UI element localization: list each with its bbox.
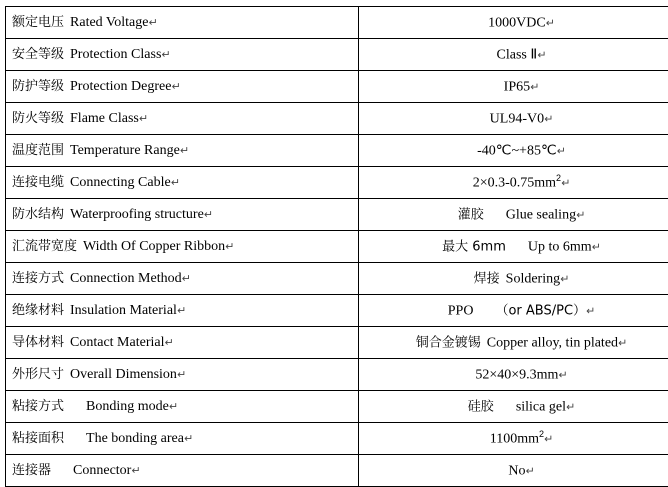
table-row [6,7,668,39]
label-english: The bonding area [86,431,184,446]
label-chinese: 防水结构 [12,207,64,222]
row-value-cell [359,71,668,103]
pilcrow-mark: ↵ [177,304,186,317]
pilcrow-mark: ↵ [544,113,553,126]
row-label-cell [6,455,359,487]
table-row [6,263,668,295]
table-row [6,359,668,391]
label-english: Rated Voltage [70,15,148,30]
pilcrow-mark: ↵ [558,369,567,382]
value-chinese: 硅胶 [468,400,494,415]
row-label-cell [6,423,359,455]
row-label-cell [6,103,359,135]
pilcrow-mark: ↵ [161,48,170,61]
table-body [6,7,668,487]
row-value-cell [359,327,668,359]
value-chinese: 灌胶 [458,208,484,223]
value-english: Soldering [506,272,560,287]
label-chinese: 外形尺寸 [12,367,64,382]
label-english: Insulation Material [70,303,177,318]
pilcrow-mark: ↵ [171,176,180,189]
value-chinese: 焊接 [474,272,500,287]
pilcrow-mark: ↵ [525,465,534,478]
label-english: Width Of Copper Ribbon [83,239,225,254]
value-english: No [508,464,525,479]
label-chinese: 连接器 [12,463,51,478]
table-row [6,295,668,327]
value-english: 2×0.3-0.75mm [473,176,556,191]
label-english: Waterproofing structure [70,207,204,222]
pilcrow-mark: ↵ [171,80,180,93]
label-english: Contact Material [70,335,164,350]
table-row [6,231,668,263]
table-row [6,391,668,423]
label-chinese: 粘接方式 [12,399,64,414]
label-english: Bonding mode [86,399,169,414]
pilcrow-mark: ↵ [204,208,213,221]
row-label-cell [6,231,359,263]
pilcrow-mark: ↵ [225,240,234,253]
label-english: Temperature Range [70,143,180,158]
value-english: -40℃~+85℃ [477,144,557,159]
pilcrow-mark: ↵ [544,433,553,446]
value-english: Class Ⅱ [497,48,538,63]
table-row [6,423,668,455]
table-row [6,167,668,199]
pilcrow-mark: ↵ [182,272,191,285]
row-value-cell [359,359,668,391]
table-row [6,39,668,71]
label-english: Flame Class [70,111,139,126]
pilcrow-mark: ↵ [139,112,148,125]
pilcrow-mark: ↵ [566,401,575,414]
table-row [6,199,668,231]
row-value-cell [359,391,668,423]
row-value-cell [359,199,668,231]
pilcrow-mark: ↵ [177,368,186,381]
row-label-cell [6,359,359,391]
row-label-cell [6,167,359,199]
label-english: Connection Method [70,271,182,286]
row-label-cell [6,7,359,39]
pilcrow-mark: ↵ [586,305,595,318]
label-chinese: 温度范围 [12,143,64,158]
row-value-cell [359,39,668,71]
table-row [6,71,668,103]
pilcrow-mark: ↵ [169,400,178,413]
value-chinese: 铜合金镀锡 [416,336,481,351]
label-chinese: 汇流带宽度 [12,239,77,254]
pilcrow-mark: ↵ [561,177,570,190]
row-value-cell [359,455,668,487]
value-english: UL94-V0 [490,112,544,127]
row-value-cell [359,167,668,199]
table-row [6,455,668,487]
label-english: Protection Class [70,47,161,62]
pilcrow-mark: ↵ [557,145,566,158]
label-english: Protection Degree [70,79,171,94]
pilcrow-mark: ↵ [576,209,585,222]
row-label-cell [6,391,359,423]
row-label-cell [6,327,359,359]
pilcrow-mark: ↵ [537,49,546,62]
row-value-cell [359,231,668,263]
value-english: 52×40×9.3mm [475,368,558,383]
table-row [6,103,668,135]
pilcrow-mark: ↵ [560,273,569,286]
value-english: 1100mm [490,432,539,447]
label-english: Connecting Cable [70,175,171,190]
value-superscript: 2 [539,429,544,439]
value-english: （or ABS/PC） [495,304,586,319]
pilcrow-mark: ↵ [148,16,157,29]
row-value-cell [359,423,668,455]
value-english: Copper alloy, tin plated [487,336,618,351]
row-label-cell [6,135,359,167]
label-english: Overall Dimension [70,367,177,382]
row-value-cell [359,263,668,295]
pilcrow-mark: ↵ [180,144,189,157]
row-label-cell [6,71,359,103]
label-chinese: 额定电压 [12,15,64,30]
label-chinese: 粘接面积 [12,431,64,446]
row-label-cell [6,295,359,327]
label-chinese: 连接电缆 [12,175,64,190]
label-chinese: 导体材料 [12,335,64,350]
pilcrow-mark: ↵ [184,432,193,445]
value-chinese: PPO [448,304,474,319]
pilcrow-mark: ↵ [546,17,555,30]
specification-table [5,6,668,487]
row-value-cell [359,7,668,39]
row-value-cell [359,135,668,167]
label-english: Connector [73,463,131,478]
label-chinese: 防火等级 [12,111,64,126]
value-chinese: 最大 6mm [442,240,506,255]
pilcrow-mark: ↵ [618,337,627,350]
row-value-cell [359,103,668,135]
value-superscript: 2 [556,173,561,183]
label-chinese: 连接方式 [12,271,64,286]
row-label-cell [6,263,359,295]
label-chinese: 安全等级 [12,47,64,62]
table-row [6,135,668,167]
pilcrow-mark: ↵ [131,464,140,477]
table-row [6,327,668,359]
value-english: Up to 6mm [528,240,592,255]
row-value-cell [359,295,668,327]
label-chinese: 防护等级 [12,79,64,94]
value-english: Glue sealing [506,208,576,223]
row-label-cell [6,199,359,231]
row-label-cell [6,39,359,71]
value-english: silica gel [516,400,566,415]
value-english: 1000VDC [488,16,546,31]
pilcrow-mark: ↵ [164,336,173,349]
pilcrow-mark: ↵ [592,241,601,254]
label-chinese: 绝缘材料 [12,303,64,318]
pilcrow-mark: ↵ [530,81,539,94]
value-english: IP65 [504,80,530,95]
